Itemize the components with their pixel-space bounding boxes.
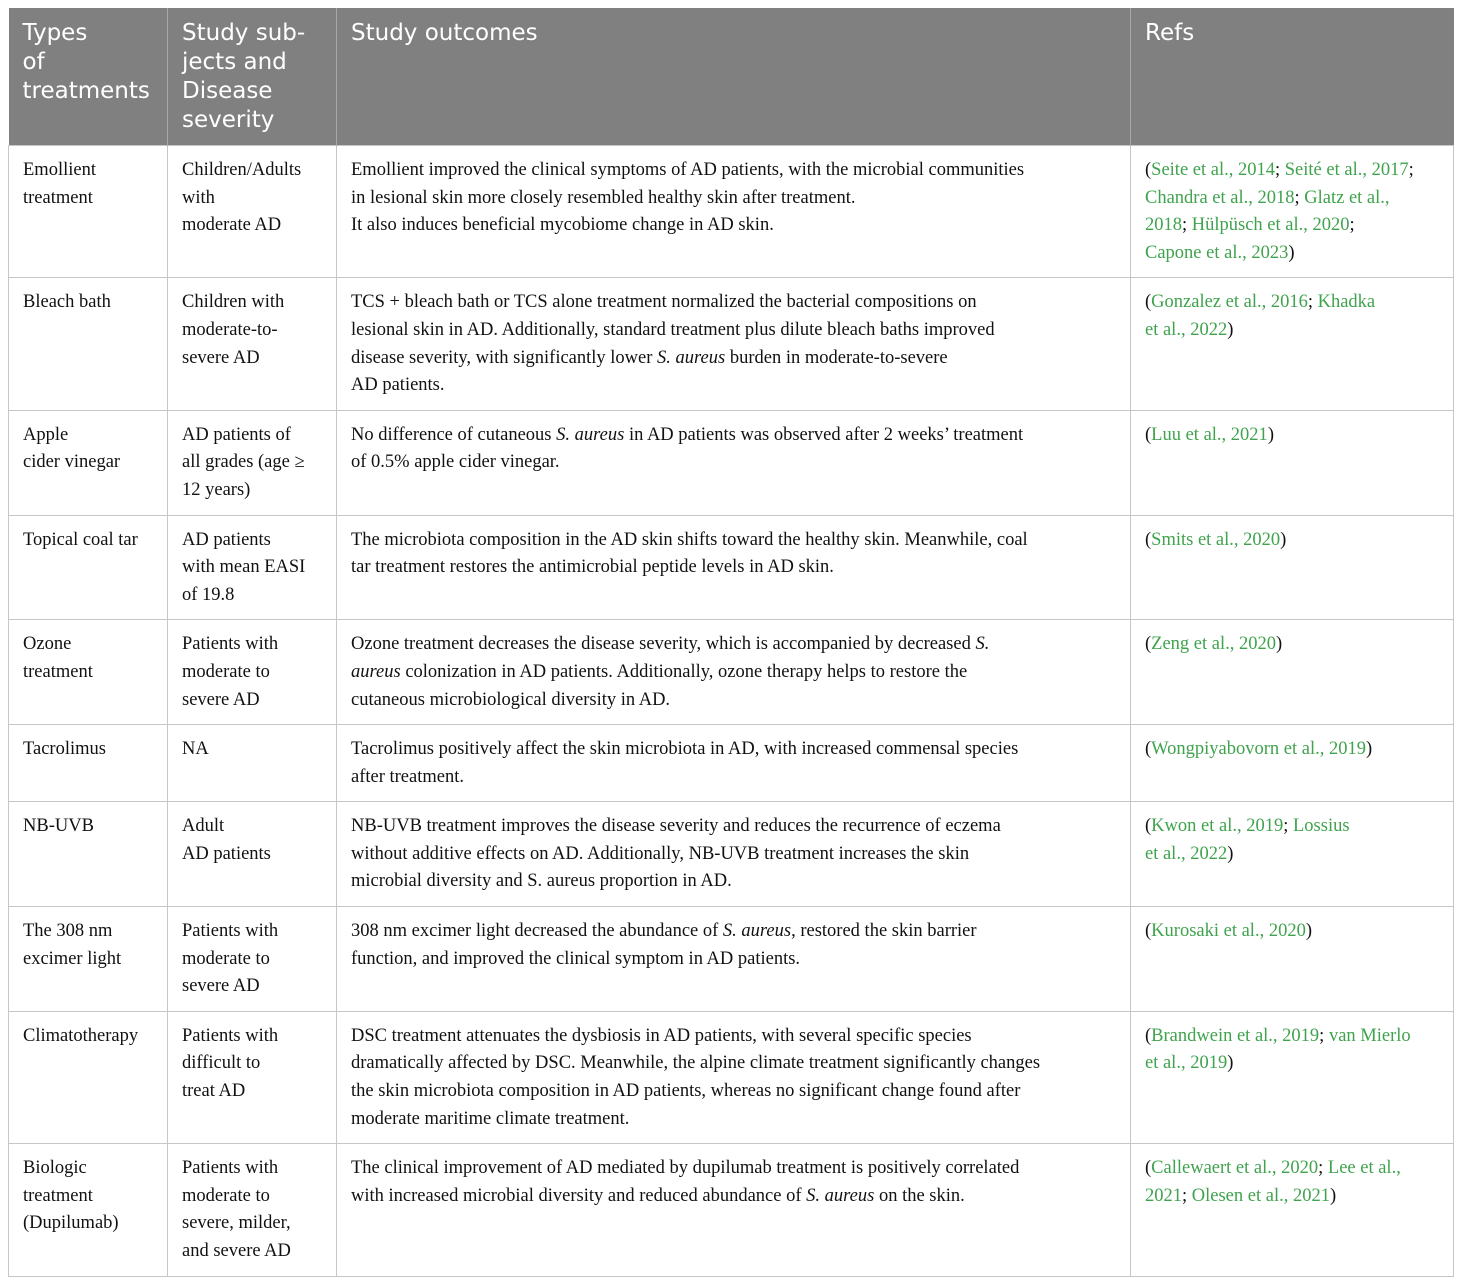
text-segment: lesional skin in AD. Additionally, standard treatment plus dilute bleach baths improved bbox=[351, 319, 995, 340]
text-segment: ( bbox=[1145, 1158, 1152, 1179]
table-row bbox=[9, 410, 1454, 515]
treatment-cell-line: NB-UVB bbox=[23, 816, 94, 837]
text-segment: ; bbox=[1182, 1185, 1192, 1206]
subjects-cell-line: Patients with bbox=[182, 1025, 279, 1046]
treatment-cell-line: Bleach bath bbox=[23, 292, 111, 313]
subjects-cell-line: severe AD bbox=[182, 689, 260, 710]
outcome-cell-line bbox=[351, 317, 1116, 345]
subjects-cell-line: Patients with bbox=[182, 1158, 279, 1179]
refs-cell-line bbox=[1145, 289, 1439, 317]
text-segment: ( bbox=[1145, 921, 1152, 942]
reference-link[interactable]: Kwon et al., 2019 bbox=[1151, 816, 1284, 837]
text-segment: ) bbox=[1329, 1185, 1337, 1206]
text-segment: after treatment. bbox=[351, 766, 464, 787]
reference-link[interactable]: Hülpüsch et al., 2020 bbox=[1191, 215, 1350, 236]
subjects-cell-line: moderate-to- bbox=[182, 319, 278, 340]
text-segment: ) bbox=[1276, 634, 1283, 655]
text-segment: ( bbox=[1145, 160, 1152, 180]
refs-cell-line bbox=[1145, 841, 1439, 869]
outcome-cell-line bbox=[351, 631, 1116, 659]
refs-cell-line bbox=[1145, 631, 1439, 659]
text-segment: , restored the skin barrier bbox=[791, 921, 977, 942]
text-segment: ( bbox=[1145, 739, 1152, 760]
header-line: Study outcomes bbox=[351, 20, 538, 46]
refs-cell bbox=[1131, 515, 1454, 620]
text-segment: ) bbox=[1280, 529, 1287, 550]
header-refs bbox=[1131, 8, 1454, 146]
outcome-cell-line bbox=[351, 185, 1116, 213]
reference-link[interactable]: Luu et al., 2021 bbox=[1151, 424, 1268, 445]
text-segment: in AD patients was observed after 2 weeks’ treatment bbox=[624, 424, 1024, 445]
outcome-cell-line bbox=[351, 157, 1116, 185]
species-name: S. aureus bbox=[806, 1185, 875, 1206]
outcome-cell-line bbox=[351, 813, 1116, 841]
header-line: treatments bbox=[22, 78, 150, 104]
outcome-cell bbox=[337, 515, 1131, 620]
treatment-cell bbox=[9, 278, 168, 410]
refs-cell-line bbox=[1145, 1155, 1439, 1183]
treatment-cell-line: (Dupilumab) bbox=[23, 1213, 119, 1234]
subjects-cell bbox=[168, 907, 337, 1012]
outcome-cell bbox=[337, 1011, 1131, 1143]
subjects-cell-line: with mean EASI bbox=[182, 557, 306, 578]
table-row bbox=[9, 1011, 1454, 1143]
table-row bbox=[9, 620, 1454, 725]
text-segment: ; bbox=[1182, 215, 1192, 236]
reference-link[interactable]: Lee et al., bbox=[1327, 1158, 1401, 1179]
outcome-cell-line bbox=[351, 289, 1116, 317]
subjects-cell-line: treat AD bbox=[182, 1081, 246, 1102]
text-segment: TCS + bleach bath or TCS alone treatment normalized the bacterial compositions on bbox=[351, 292, 977, 313]
table-row bbox=[9, 907, 1454, 1012]
outcome-cell-line bbox=[351, 554, 1116, 582]
refs-cell bbox=[1131, 725, 1454, 802]
treatment-cell-line: Emollient bbox=[23, 160, 96, 180]
header-study-subjects bbox=[168, 8, 337, 146]
outcome-cell-line bbox=[351, 1023, 1116, 1051]
treatment-cell-line: treatment bbox=[23, 1185, 93, 1206]
outcome-cell-line bbox=[351, 841, 1116, 869]
treatment-cell-line: cider vinegar bbox=[23, 452, 121, 473]
subjects-cell bbox=[168, 802, 337, 907]
subjects-cell bbox=[168, 278, 337, 410]
outcome-cell-line bbox=[351, 659, 1116, 687]
subjects-cell-line: severe AD bbox=[182, 347, 260, 368]
treatment-cell bbox=[9, 725, 168, 802]
outcome-cell-line bbox=[351, 1078, 1116, 1106]
text-segment: ; bbox=[1307, 292, 1318, 313]
treatment-cell bbox=[9, 410, 168, 515]
subjects-cell-line: moderate AD bbox=[182, 215, 282, 236]
text-segment: 308 nm excimer light decreased the abundance of bbox=[351, 921, 723, 942]
subjects-cell-line: Patients with bbox=[182, 921, 279, 942]
text-segment: function, and improved the clinical symptom in AD patients. bbox=[351, 948, 801, 969]
reference-link[interactable]: Wongpiyabovorn et al., 2019 bbox=[1151, 739, 1366, 760]
reference-link[interactable]: Seite et al., 2014 bbox=[1151, 160, 1275, 180]
text-segment: ) bbox=[1305, 921, 1312, 942]
refs-cell bbox=[1131, 1011, 1454, 1143]
text-segment: ; bbox=[1294, 187, 1305, 208]
refs-cell-line bbox=[1145, 1023, 1439, 1051]
outcome-cell bbox=[337, 146, 1131, 278]
subjects-cell-line: and severe AD bbox=[182, 1241, 291, 1261]
refs-cell-line bbox=[1145, 157, 1439, 185]
outcome-cell bbox=[337, 1144, 1131, 1276]
text-segment: without additive effects on AD. Additionally, NB-UVB treatment increases the skin bbox=[351, 843, 970, 864]
text-segment: tar treatment restores the antimicrobial peptide levels in AD skin. bbox=[351, 557, 834, 578]
outcome-cell-line bbox=[351, 1050, 1116, 1078]
text-segment: ; bbox=[1408, 160, 1414, 180]
text-segment: It also induces beneficial mycobiome change in AD skin. bbox=[351, 215, 774, 236]
text-segment: dramatically affected by DSC. Meanwhile, the alpine climate treatment significantly changes bbox=[351, 1053, 1041, 1074]
outcome-cell-line bbox=[351, 372, 1116, 400]
outcome-cell-line bbox=[351, 1183, 1116, 1211]
subjects-cell-line: Children/Adults bbox=[182, 160, 302, 180]
refs-cell bbox=[1131, 1144, 1454, 1276]
refs-cell-line bbox=[1145, 813, 1439, 841]
refs-cell bbox=[1131, 802, 1454, 907]
text-segment: No difference of cutaneous bbox=[351, 424, 557, 445]
reference-link[interactable]: Capone et al., 2023 bbox=[1145, 242, 1289, 263]
treatment-cell-line: treatment bbox=[23, 187, 93, 208]
treatment-cell-line: The 308 nm bbox=[23, 921, 113, 942]
text-segment: colonization in AD patients. Additionally, ozone therapy helps to restore the bbox=[400, 661, 968, 682]
text-segment: moderate maritime climate treatment. bbox=[351, 1108, 630, 1129]
table-header bbox=[9, 8, 1454, 146]
species-name: S. aureus bbox=[657, 347, 726, 368]
subjects-cell bbox=[168, 1144, 337, 1276]
text-segment: DSC treatment attenuates the dysbiosis in AD patients, with several specific species bbox=[351, 1025, 972, 1046]
outcome-cell bbox=[337, 725, 1131, 802]
table-row bbox=[9, 1144, 1454, 1276]
text-segment: in lesional skin more closely resembled healthy skin after treatment. bbox=[351, 187, 856, 208]
treatment-cell bbox=[9, 620, 168, 725]
reference-link[interactable]: et al., 2019 bbox=[1145, 1053, 1228, 1074]
outcome-cell-line bbox=[351, 212, 1116, 240]
reference-link[interactable]: Glatz et al., bbox=[1304, 187, 1390, 208]
refs-cell-line bbox=[1145, 918, 1439, 946]
text-segment: ) bbox=[1288, 242, 1295, 263]
refs-cell-line bbox=[1145, 212, 1439, 240]
subjects-cell bbox=[168, 146, 337, 278]
refs-cell bbox=[1131, 410, 1454, 515]
reference-link[interactable]: 2021 bbox=[1145, 1185, 1182, 1206]
subjects-cell-line: NA bbox=[182, 739, 209, 760]
treatment-cell bbox=[9, 515, 168, 620]
subjects-cell-line: 12 years) bbox=[182, 479, 251, 500]
text-segment: ) bbox=[1267, 424, 1274, 445]
text-segment: the skin microbiota composition in AD patients, whereas no significant change found after bbox=[351, 1081, 1021, 1102]
reference-link[interactable]: 2018 bbox=[1145, 215, 1182, 236]
subjects-cell-line: severe AD bbox=[182, 976, 260, 997]
reference-link[interactable]: Chandra et al., 2018 bbox=[1145, 187, 1295, 208]
refs-cell bbox=[1131, 620, 1454, 725]
outcome-cell bbox=[337, 802, 1131, 907]
text-segment: ( bbox=[1145, 816, 1152, 837]
text-segment: ( bbox=[1145, 424, 1152, 445]
outcome-cell-line bbox=[351, 736, 1116, 764]
table-row bbox=[9, 725, 1454, 802]
outcome-cell bbox=[337, 907, 1131, 1012]
refs-cell-line bbox=[1145, 527, 1439, 555]
subjects-cell-line: moderate to bbox=[182, 948, 270, 969]
header-line: Refs bbox=[1145, 20, 1195, 46]
header-types-of-treatments bbox=[9, 8, 168, 146]
table-row bbox=[9, 146, 1454, 278]
reference-link[interactable]: Brandwein et al., 2019 bbox=[1151, 1025, 1320, 1046]
text-segment: ( bbox=[1145, 1025, 1152, 1046]
treatment-cell-line: treatment bbox=[23, 661, 93, 682]
reference-link[interactable]: Gonzalez et al., 2016 bbox=[1151, 292, 1308, 313]
text-segment: microbial diversity and S. aureus proportion in AD. bbox=[351, 871, 732, 892]
subjects-cell bbox=[168, 725, 337, 802]
text-segment: cutaneous microbiological diversity in AD. bbox=[351, 689, 671, 710]
text-segment: ; bbox=[1283, 816, 1293, 837]
treatment-cell-line: Tacrolimus bbox=[23, 739, 106, 760]
text-segment: NB-UVB treatment improves the disease severity and reduces the recurrence of eczema bbox=[351, 816, 1001, 837]
text-segment: ) bbox=[1366, 739, 1373, 760]
species-name: aureus bbox=[351, 661, 401, 682]
outcome-cell-line bbox=[351, 918, 1116, 946]
header-line: Study sub- bbox=[182, 20, 306, 46]
text-segment: of 0.5% apple cider vinegar. bbox=[351, 452, 560, 473]
text-segment: ; bbox=[1275, 160, 1285, 180]
reference-link[interactable]: Lossius bbox=[1293, 816, 1350, 837]
refs-cell bbox=[1131, 146, 1454, 278]
outcome-cell-line bbox=[351, 527, 1116, 555]
text-segment: ( bbox=[1145, 292, 1152, 313]
subjects-cell-line: Children with bbox=[182, 292, 285, 313]
subjects-cell-line: moderate to bbox=[182, 661, 270, 682]
treatment-cell bbox=[9, 802, 168, 907]
table-body bbox=[9, 146, 1454, 1277]
text-segment: Emollient improved the clinical symptoms of AD patients, with the microbial communities bbox=[351, 160, 1025, 180]
subjects-cell-line: moderate to bbox=[182, 1185, 270, 1206]
subjects-cell-line: AD patients bbox=[182, 529, 271, 550]
text-segment: ) bbox=[1227, 1053, 1234, 1074]
refs-cell-line bbox=[1145, 185, 1439, 213]
treatment-cell bbox=[9, 146, 168, 278]
refs-cell bbox=[1131, 278, 1454, 410]
refs-cell-line bbox=[1145, 1050, 1439, 1078]
text-segment: ; bbox=[1349, 215, 1355, 236]
reference-link[interactable]: Callewaert et al., 2020 bbox=[1151, 1158, 1319, 1179]
subjects-cell bbox=[168, 1011, 337, 1143]
text-segment: ( bbox=[1145, 529, 1152, 550]
text-segment: disease severity, with significantly lower bbox=[351, 347, 658, 368]
text-segment: burden in moderate-to-severe bbox=[725, 347, 948, 368]
subjects-cell-line: all grades (age ≥ bbox=[182, 452, 305, 473]
text-segment: ( bbox=[1145, 634, 1152, 655]
table-row bbox=[9, 515, 1454, 620]
header-line: severity bbox=[182, 107, 275, 133]
subjects-cell-line: severe, milder, bbox=[182, 1213, 291, 1234]
refs-cell-line bbox=[1145, 736, 1439, 764]
table-row bbox=[9, 278, 1454, 410]
header-line: Types bbox=[22, 20, 88, 46]
outcome-cell bbox=[337, 620, 1131, 725]
refs-cell-line bbox=[1145, 317, 1439, 345]
refs-cell-line bbox=[1145, 240, 1439, 268]
header-line: of bbox=[22, 49, 45, 75]
species-name: S. aureus bbox=[722, 921, 792, 942]
reference-link[interactable]: Khadka bbox=[1317, 292, 1376, 313]
reference-link[interactable]: et al., 2022 bbox=[1145, 319, 1228, 340]
treatment-cell-line: Apple bbox=[23, 424, 69, 445]
subjects-cell-line: Patients with bbox=[182, 634, 279, 655]
reference-link[interactable]: van Mierlo bbox=[1328, 1025, 1411, 1046]
reference-link[interactable]: Olesen et al., 2021 bbox=[1191, 1185, 1330, 1206]
outcome-cell-line bbox=[351, 1106, 1116, 1134]
text-segment: with increased microbial diversity and reduced abundance of bbox=[351, 1185, 807, 1206]
reference-link[interactable]: et al., 2022 bbox=[1145, 843, 1228, 864]
subjects-cell-line: Adult bbox=[182, 816, 225, 837]
text-segment: on the skin. bbox=[874, 1185, 965, 1206]
text-segment: The clinical improvement of AD mediated by dupilumab treatment is positively correlated bbox=[351, 1158, 1020, 1179]
outcome-cell-line bbox=[351, 422, 1116, 450]
text-segment: ; bbox=[1318, 1158, 1328, 1179]
subjects-cell-line: with bbox=[182, 187, 215, 208]
header-study-outcomes bbox=[337, 8, 1131, 146]
outcome-cell-line bbox=[351, 868, 1116, 896]
text-segment: AD patients. bbox=[351, 375, 445, 396]
outcome-cell bbox=[337, 410, 1131, 515]
outcome-cell bbox=[337, 278, 1131, 410]
subjects-cell-line: of 19.8 bbox=[182, 584, 235, 605]
outcome-cell-line bbox=[351, 764, 1116, 792]
text-segment: The microbiota composition in the AD skin shifts toward the healthy skin. Meanwhile, coal bbox=[351, 529, 1028, 550]
refs-cell-line bbox=[1145, 1183, 1439, 1211]
header-line: jects and bbox=[182, 49, 287, 75]
text-segment: ) bbox=[1227, 843, 1234, 864]
treatment-cell-line: Biologic bbox=[23, 1158, 87, 1179]
text-segment: ; bbox=[1319, 1025, 1329, 1046]
table-row bbox=[9, 802, 1454, 907]
species-name: S. bbox=[975, 634, 990, 655]
subjects-cell bbox=[168, 410, 337, 515]
treatment-cell bbox=[9, 907, 168, 1012]
outcome-cell-line bbox=[351, 946, 1116, 974]
outcome-cell-line bbox=[351, 1155, 1116, 1183]
reference-link[interactable]: Smits et al., 2020 bbox=[1151, 529, 1281, 550]
reference-link[interactable]: Seité et al., 2017 bbox=[1284, 160, 1409, 180]
subjects-cell-line: AD patients bbox=[182, 843, 271, 864]
treatment-cell-line: Topical coal tar bbox=[23, 529, 138, 550]
treatment-cell-line: Climatotherapy bbox=[23, 1025, 139, 1046]
text-segment: Ozone treatment decreases the disease severity, which is accompanied by decreased bbox=[351, 634, 976, 655]
text-segment: Tacrolimus positively affect the skin microbiota in AD, with increased commensal species bbox=[351, 739, 1019, 760]
treatment-cell bbox=[9, 1144, 168, 1276]
treatment-cell-line: Ozone bbox=[23, 634, 72, 655]
subjects-cell bbox=[168, 620, 337, 725]
subjects-cell bbox=[168, 515, 337, 620]
subjects-cell-line: AD patients of bbox=[182, 424, 291, 445]
reference-link[interactable]: Kurosaki et al., 2020 bbox=[1151, 921, 1306, 942]
treatment-cell-line: excimer light bbox=[23, 948, 122, 969]
treatments-table bbox=[8, 8, 1454, 1277]
reference-link[interactable]: Zeng et al., 2020 bbox=[1151, 634, 1277, 655]
treatment-cell bbox=[9, 1011, 168, 1143]
refs-cell bbox=[1131, 907, 1454, 1012]
header-line: Disease bbox=[182, 78, 273, 104]
species-name: S. aureus bbox=[556, 424, 625, 445]
header-row bbox=[9, 8, 1454, 146]
outcome-cell-line bbox=[351, 449, 1116, 477]
refs-cell-line bbox=[1145, 422, 1439, 450]
text-segment: ) bbox=[1227, 319, 1234, 340]
outcome-cell-line bbox=[351, 345, 1116, 373]
outcome-cell-line bbox=[351, 687, 1116, 715]
subjects-cell-line: difficult to bbox=[182, 1053, 261, 1074]
